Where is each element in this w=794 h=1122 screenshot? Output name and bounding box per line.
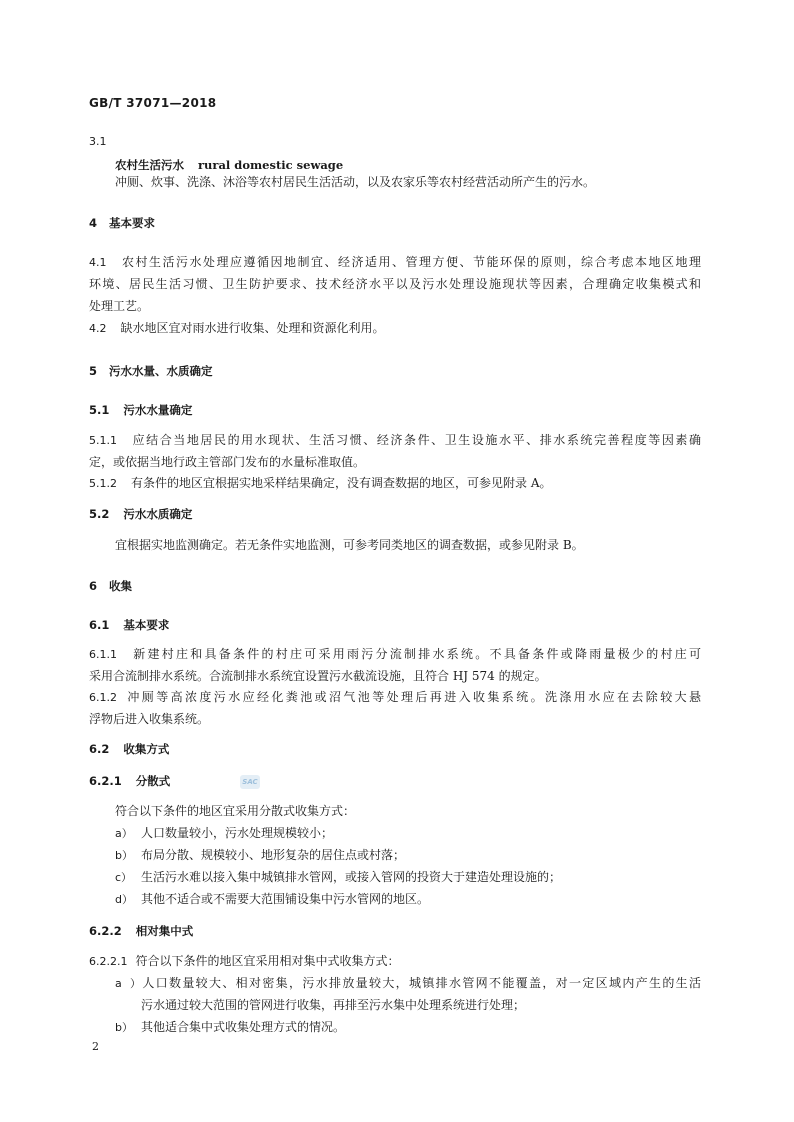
section-4-heading — [89, 215, 155, 231]
list-item-a-label: a） — [115, 827, 133, 840]
sac-watermark: SAC — [240, 775, 260, 789]
clause-4-2-number: 4.2 — [89, 322, 107, 335]
term-english: rural domestic sewage — [198, 158, 344, 172]
clause-6-2-title: 收集方式 — [123, 742, 170, 756]
clause-6-2-1-number: 6.2.1 — [89, 774, 122, 788]
term-entry — [115, 154, 343, 173]
clause-6-2-1-intro: 符合以下条件的地区宜采用分散式收集方式： — [115, 804, 356, 818]
section-4-title: 基本要求 — [109, 216, 156, 230]
clause-6-2-1-heading — [89, 773, 170, 789]
clause-6-2-heading — [89, 741, 169, 757]
clause-5-1-2-number: 5.1.2 — [89, 477, 117, 490]
clause-5-1-1-line-2: 定，或依据当地行政主管部门发布的水量标准取值。 — [89, 455, 366, 469]
clause-6-2-2-heading — [89, 923, 193, 939]
clause-5-2-text: 宜根据实地监测确定。若无条件实地监测，可参考同类地区的调查数据，或参见附录 B。 — [115, 538, 584, 552]
clause-5-1-2 — [89, 477, 551, 489]
clause-5-1-1-number: 5.1.1 — [89, 434, 117, 447]
section-5-heading — [89, 363, 213, 379]
section-5-number: 5 — [89, 364, 98, 378]
term-definition: 冲厕、炊事、洗涤、沐浴等农村居民生活活动，以及农家乐等农村经营活动所产生的污水。 — [115, 175, 596, 189]
clause-6-2-2-1 — [89, 955, 400, 967]
list2-item-a-label: a） — [115, 977, 141, 990]
clause-6-1-title: 基本要求 — [123, 618, 170, 632]
clause-6-2-2-1-text: 符合以下条件的地区宜采用相对集中式收集方式： — [135, 954, 400, 968]
clause-5-1-heading — [89, 402, 192, 418]
clause-4-1 — [89, 256, 701, 322]
clause-5-1-2-text: 有条件的地区宜根据实地采样结果确定，没有调查数据的地区，可参见附录 A。 — [131, 476, 552, 490]
clause-5-1-number: 5.1 — [89, 403, 110, 417]
list2-item-b-label: b） — [115, 1021, 133, 1034]
list2-item-b-text: 其他适合集中式收集处理方式的情况。 — [141, 1020, 346, 1034]
clause-5-1-1 — [89, 434, 701, 478]
list-item-b-text: 布局分散、规模较小、地形复杂的居住点或村落； — [141, 848, 406, 862]
page-number: 2 — [92, 1040, 99, 1053]
standard-number: GB/T 37071—2018 — [89, 96, 217, 110]
section-6-number: 6 — [89, 579, 98, 593]
list-item-a — [115, 827, 333, 839]
clause-6-1-number: 6.1 — [89, 618, 110, 632]
term-chinese: 农村生活污水 — [115, 158, 184, 172]
clause-6-2-number: 6.2 — [89, 742, 110, 756]
clause-6-2-2-title: 相对集中式 — [135, 924, 194, 938]
clause-6-1-1-line-1: 新建村庄和具备条件的村庄可采用雨污分流制排水系统。不具备条件或降雨量极少的村庄可 — [131, 647, 701, 661]
section-5-title: 污水水量、水质确定 — [109, 364, 213, 378]
clause-4-2-text: 缺水地区宜对雨水进行收集、处理和资源化利用。 — [120, 321, 385, 335]
clause-6-2-1-title: 分散式 — [135, 774, 171, 788]
list-item-c-text: 生活污水难以接入集中城镇排水管网，或接入管网的投资大于建造处理设施的； — [141, 870, 562, 884]
clause-4-1-line-2: 环境、居民生活习惯、卫生防护要求、技术经济水平以及污水处理设施现状等因素，合理确定收集模式和 — [89, 277, 701, 291]
clause-6-2-2-number: 6.2.2 — [89, 924, 122, 938]
list2-item-a — [115, 977, 701, 1021]
clause-6-1-1-number: 6.1.1 — [89, 648, 117, 661]
clause-5-1-1-line-1: 应结合当地居民的用水现状、生活习惯、经济条件、卫生设施水平、排水系统完善程度等因素确 — [131, 433, 701, 447]
list-item-c-label: c） — [115, 871, 133, 884]
clause-4-1-number: 4.1 — [89, 256, 107, 269]
clause-6-1-2-line-2: 浮物后进入收集系统。 — [89, 712, 210, 726]
list-item-d — [115, 893, 429, 905]
section-6-heading — [89, 578, 132, 594]
list-item-b — [115, 849, 405, 861]
list-item-d-label: d） — [115, 893, 133, 906]
clause-6-1-heading — [89, 617, 169, 633]
clause-6-2-2-1-number: 6.2.2.1 — [89, 955, 128, 968]
clause-4-2 — [89, 322, 385, 334]
clause-5-2-number: 5.2 — [89, 507, 110, 521]
list-item-c — [115, 871, 561, 883]
clause-4-1-line-1: 农村生活污水处理应遵循因地制宜、经济适用、管理方便、节能环保的原则，综合考虑本地区地理 — [120, 255, 701, 269]
clause-6-1-2 — [89, 691, 701, 735]
section-4-number: 4 — [89, 216, 98, 230]
clause-5-2-heading — [89, 506, 192, 522]
list-item-a-text: 人口数量较小，污水处理规模较小； — [141, 826, 334, 840]
section-6-title: 收集 — [109, 579, 133, 593]
list-item-b-label: b） — [115, 849, 133, 862]
clause-6-1-2-number: 6.1.2 — [89, 691, 117, 704]
clause-4-1-line-3: 处理工艺。 — [89, 299, 150, 313]
clause-6-1-1-line-2: 采用合流制排水系统。合流制排水系统宜设置污水截流设施，且符合 HJ 574 的规定。 — [89, 669, 547, 683]
clause-6-1-1 — [89, 648, 701, 692]
clause-5-2-title: 污水水质确定 — [123, 507, 193, 521]
list2-item-b — [115, 1021, 345, 1033]
clause-3-1-number: 3.1 — [89, 135, 107, 148]
list2-item-a-line-1: 人口数量较大、相对密集，污水排放量较大，城镇排水管网不能覆盖，对一定区域内产生的生活 — [141, 976, 701, 990]
clause-6-1-2-line-1: 冲厕等高浓度污水应经化粪池或沼气池等处理后再进入收集系统。洗涤用水应在去除较大悬 — [125, 690, 701, 704]
list-item-d-text: 其他不适合或不需要大范围铺设集中污水管网的地区。 — [141, 892, 430, 906]
clause-5-1-title: 污水水量确定 — [123, 403, 193, 417]
list2-item-a-line-2: 污水通过较大范围的管网进行收集，再排至污水集中处理系统进行处理； — [141, 998, 526, 1012]
